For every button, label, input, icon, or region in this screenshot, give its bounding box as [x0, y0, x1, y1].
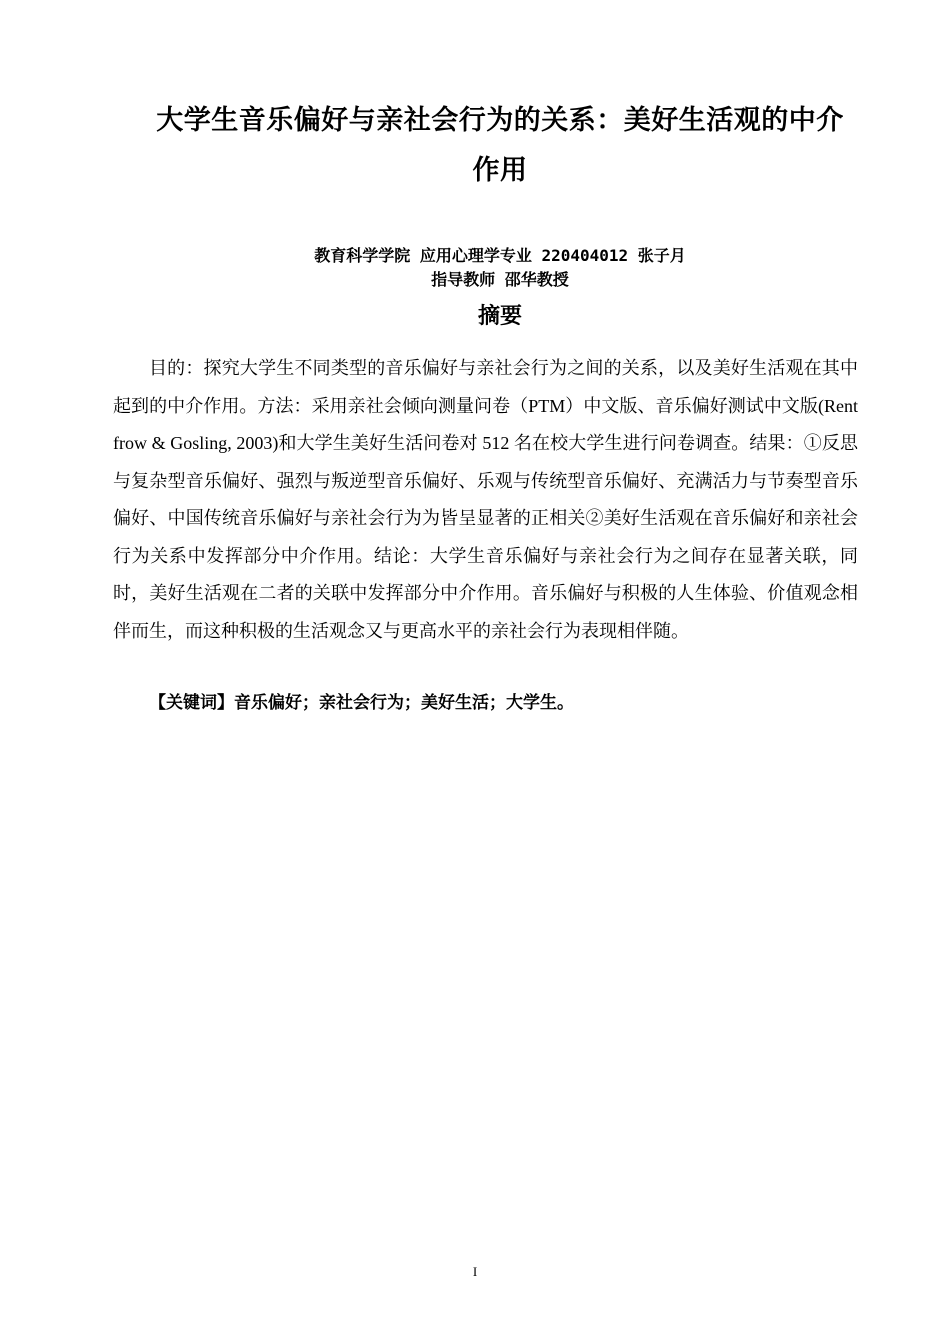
keywords-line: 【关键词】音乐偏好；亲社会行为；美好生活；大学生。: [149, 693, 574, 713]
author-line: 教育科学学院 应用心理学专业 220404012 张子月: [314, 246, 686, 265]
page-number: I: [472, 1264, 478, 1279]
advisor-line: 指导教师 邵华教授: [431, 270, 569, 289]
abstract-body: 目的：探究大学生不同类型的音乐偏好与亲社会行为之间的关系，以及美好生活观在其中起到的中介作用。方法：采用亲社会倾向测量问卷（PTM）中文版、音乐偏好测试中文版(Rentfrow & Gosling, 2003)和大学生美好生活问卷对 512 名在校大学生进行问卷调查。结果：①反思与复杂型音乐偏好、强烈与叛逆型音乐偏好、乐观与传统型音乐偏好、充满活力与节奏型音乐偏好、中国传统音乐偏好与亲社会行为为皆呈显著的正相关②美好生活观在音乐偏好和亲社会行为关系中发挥部分中介作用。结论：大学生音乐偏好与亲社会行为之间存在显著关联，同时，美好生活观在二者的关联中发挥部分中介作用。音乐偏好与积极的人生体验、价值观念相伴而生，而这种积极的生活观念又与更高水平的亲社会行为表现相伴随。: [113, 358, 858, 641]
document-title: 大学生音乐偏好与亲社会行为的关系：美好生活观的中介作用: [156, 105, 844, 186]
abstract-heading: 摘要: [477, 304, 522, 329]
